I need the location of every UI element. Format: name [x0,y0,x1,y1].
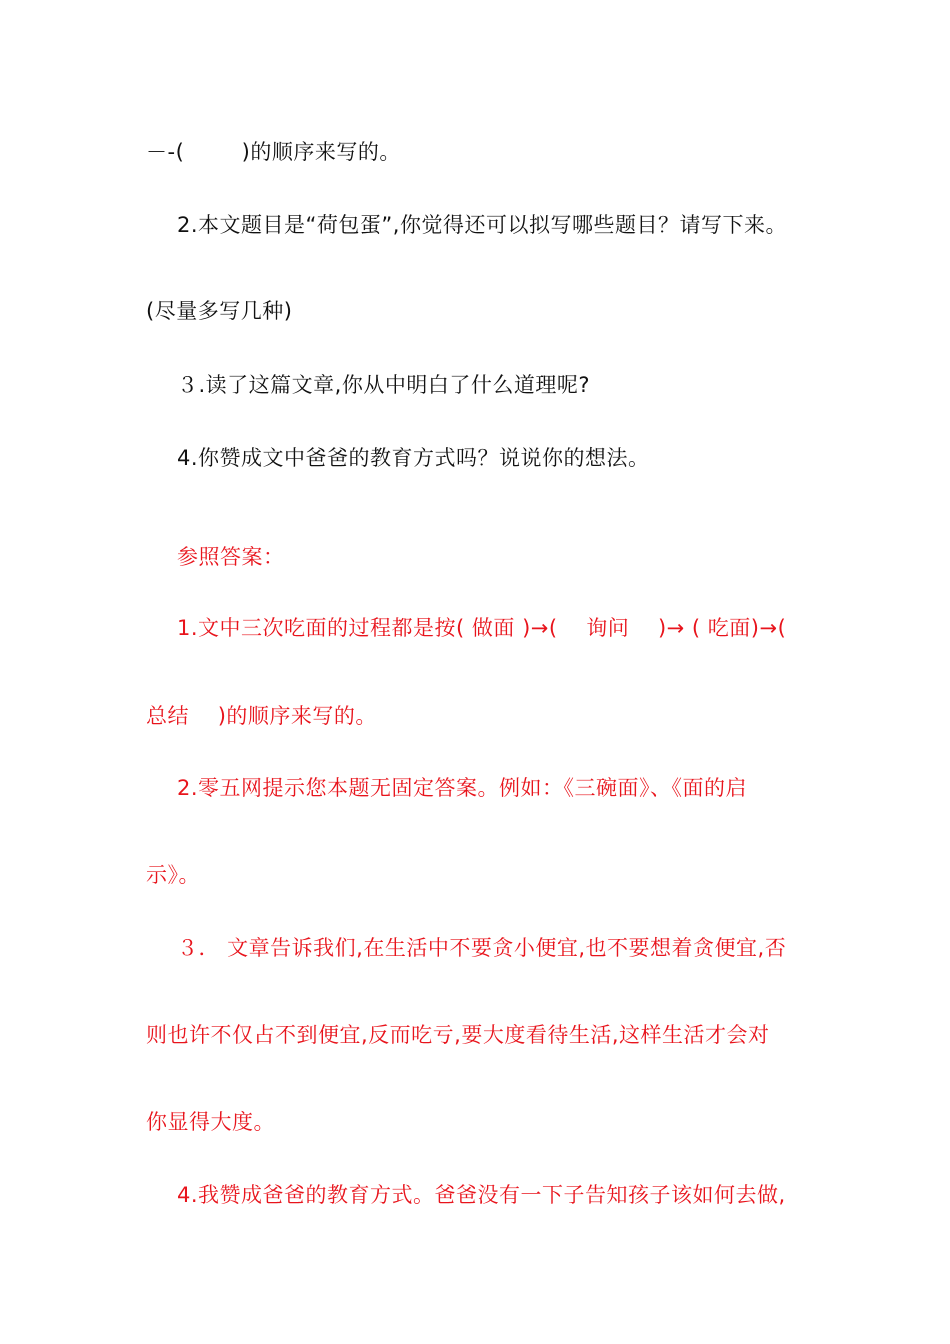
answer-4-line-1: 4.我赞成爸爸的教育方式。爸爸没有一下子告知孩子该如何去做, [177,1183,786,1207]
question-1-tail: －-( )的顺序来写的。 [146,140,401,164]
answer-3-line-1: ３． 文章告诉我们,在生活中不要贪小便宜,也不要想着贪便宜,否 [177,936,787,960]
answer-1-line-2: 总结 )的顺序来写的。 [146,704,377,728]
question-2: 2.本文题目是“荷包蛋”,你觉得还可以拟写哪些题目？请写下来。 [177,213,787,237]
question-3: ３.读了这篇文章,你从中明白了什么道理呢? [177,373,590,397]
answer-2-line-2: 示》。 [146,863,200,887]
answers-heading: 参照答案： [177,545,285,569]
answer-3-line-2: 则也许不仅占不到便宜,反而吃亏,要大度看待生活,这样生活才会对 [146,1023,770,1047]
answer-1-line-1: 1.文中三次吃面的过程都是按( 做面 )→( 询问 )→ ( 吃面)→( [177,616,787,640]
question-2-note: (尽量多写几种) [146,299,293,323]
question-4: 4.你赞成文中爸爸的教育方式吗？说说你的想法。 [177,446,650,470]
answer-2-line-1: 2.零五网提示您本题无固定答案。例如：《三碗面》、《面的启 [177,776,748,800]
answer-3-line-3: 你显得大度。 [146,1110,275,1134]
